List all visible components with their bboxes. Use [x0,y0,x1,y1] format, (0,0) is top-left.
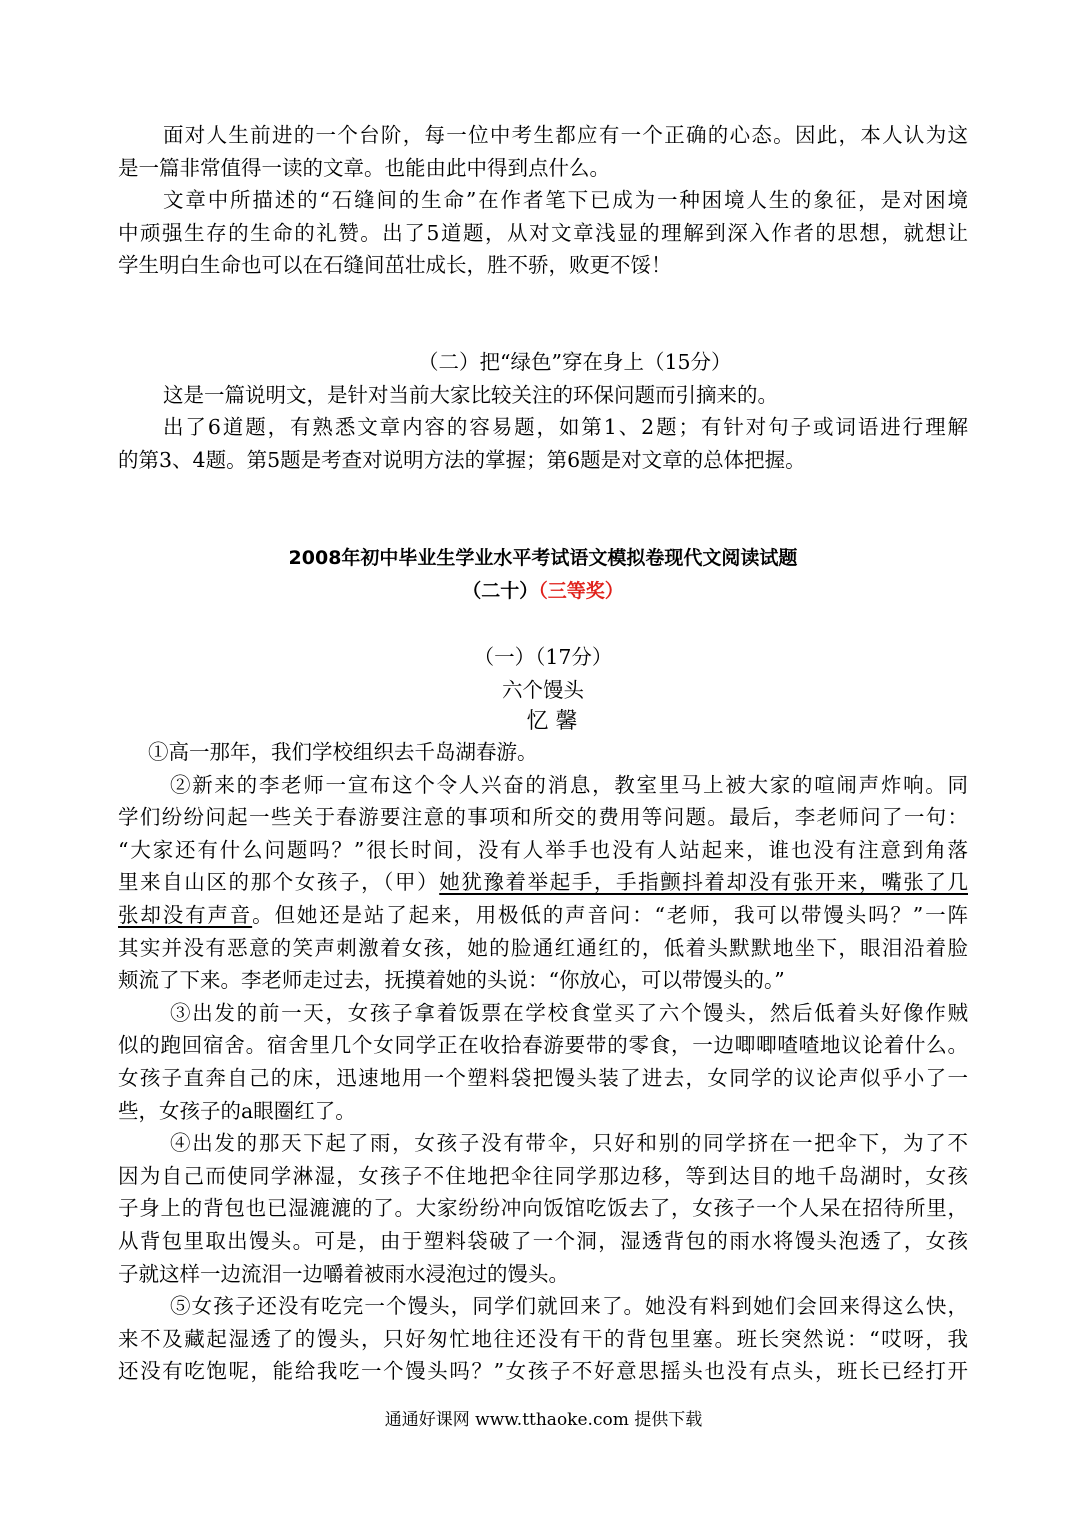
text-line: 似的跑回宿舍。宿舍里几个女同学正在收拾春游要带的零食，一边唧唧喳喳地议论着什么。 [118,1033,968,1058]
text-line: 因为自己而使同学淋湿，女孩子不住地把伞往同学那边移，等到达目的地千岛湖时，女孩 [118,1163,968,1188]
story-body [118,736,968,1388]
underlined-sentence: 张却没有声音 [118,902,253,927]
award-label: （三等奖） [538,579,624,602]
text-line: “大家还有什么问题吗？”很长时间，没有人举手也没有人站起来，谁也没有注意到角落 [118,837,968,862]
story-section: （一）（17分） [473,645,613,669]
text-line: 子身上的背包也已湿漉漉的了。大家纷纷冲向饭馆吃饭去了，女孩子一个人呆在招待所里， [118,1196,968,1221]
story-header [118,641,968,739]
exam-number: （二十） [462,579,539,602]
text-line: ⑤女孩子还没有吃完一个馒头，同学们就回来了。她没有料到她们会回来得这么快， [170,1294,968,1319]
text-line: ③出发的前一天，女孩子拿着饭票在学校食堂买了六个馒头，然后低着头好像作贼 [170,1000,968,1025]
text-segment: 里来自山区的那个女孩子，（甲） [118,870,440,895]
text-segment: 。但她还是站了起来，用极低的声音问：“老师，我可以带馒头吗？”一阵 [252,902,968,927]
text-line: 文章中所描述的“石缝间的生命”在作者笔下已成为一种困境人生的象征，是对困境 [163,188,968,213]
text-line: 这是一篇说明文，是针对当前大家比较关注的环保问题而引摘来的。 [163,382,778,407]
text-line: 学们纷纷问起一些关于春游要注意的事项和所交的费用等问题。最后，李老师问了一句： [118,805,968,830]
exam-title-sub [118,575,968,608]
text-line: ①高一那年，我们学校组织去千岛湖春游。 [148,740,538,764]
text-line: 女孩子直奔自己的床，迅速地用一个塑料袋把馒头装了进去，女同学的议论声似乎小了一 [118,1065,968,1090]
text-line: 颊流了下来。李老师走过去，抚摸着她的头说：“你放心，可以带馒头的。” [118,968,785,993]
text-line [118,866,968,899]
exam-title-main: 2008年初中毕业生学业水平考试语文模拟卷现代文阅读试题 [288,547,798,569]
text-line: 中顽强生存的生命的礼赞。出了5道题，从对文章浅显的理解到深入作者的思想，就想让 [118,220,968,245]
text-line: 来不及藏起湿透了的馒头，只好匆忙地往还没有干的背包里塞。班长突然说：“哎呀，我 [118,1326,968,1351]
story-author: 忆 馨 [526,709,578,735]
story-title: 六个馒头 [502,677,584,702]
text-line: 出了6道题，有熟悉文章内容的容易题，如第1、2题；有针对句子或词语进行理解 [163,415,968,440]
text-line: 些，女孩子的a眼圈红了。 [118,1098,356,1123]
text-line: 从背包里取出馒头。可是，由于塑料袋破了一个洞，湿透背包的雨水将馒头泡透了，女孩 [118,1228,968,1253]
text-line: 其实并没有恶意的笑声刺激着女孩，她的脸通红通红的，低着头默默地坐下，眼泪沿着脸 [118,935,968,960]
footer-credit: 通通好课网 www.tthaoke.com 提供下载 [384,1410,703,1430]
text-line: 子就这样一边流泪一边嚼着被雨水浸泡过的馒头。 [118,1261,569,1286]
section-heading: （二）把“绿色”穿在身上（15分） [418,350,732,374]
text-line: ②新来的李老师一宣布这个令人兴奋的消息，教室里马上被大家的喧闹声炸响。同 [170,772,968,797]
text-line: 是一篇非常值得一读的文章。也能由此中得到点什么。 [118,155,610,180]
text-line: 学生明白生命也可以在石缝间茁壮成长，胜不骄，败更不馁！ [118,253,672,278]
section-two [118,346,968,476]
text-line: 还没有吃饱呢，能给我吃一个馒头吗？”女孩子不好意思摇头也没有点头，班长已经打开 [118,1359,968,1384]
text-line: 的第3、4题。第5题是考查对说明方法的掌握；第6题是对文章的总体把握。 [118,447,806,472]
text-line: ④出发的那天下起了雨，女孩子没有带伞，只好和别的同学挤在一把伞下，为了不 [170,1131,968,1156]
text-line: 面对人生前进的一个台阶，每一位中考生都应有一个正确的心态。因此，本人认为这 [163,123,968,147]
underlined-sentence: 她犹豫着举起手，手指颤抖着却没有张开来，嘴张了几 [439,870,968,895]
exam-title [118,542,968,607]
text-line [118,899,968,932]
intro-paragraphs [118,119,968,282]
